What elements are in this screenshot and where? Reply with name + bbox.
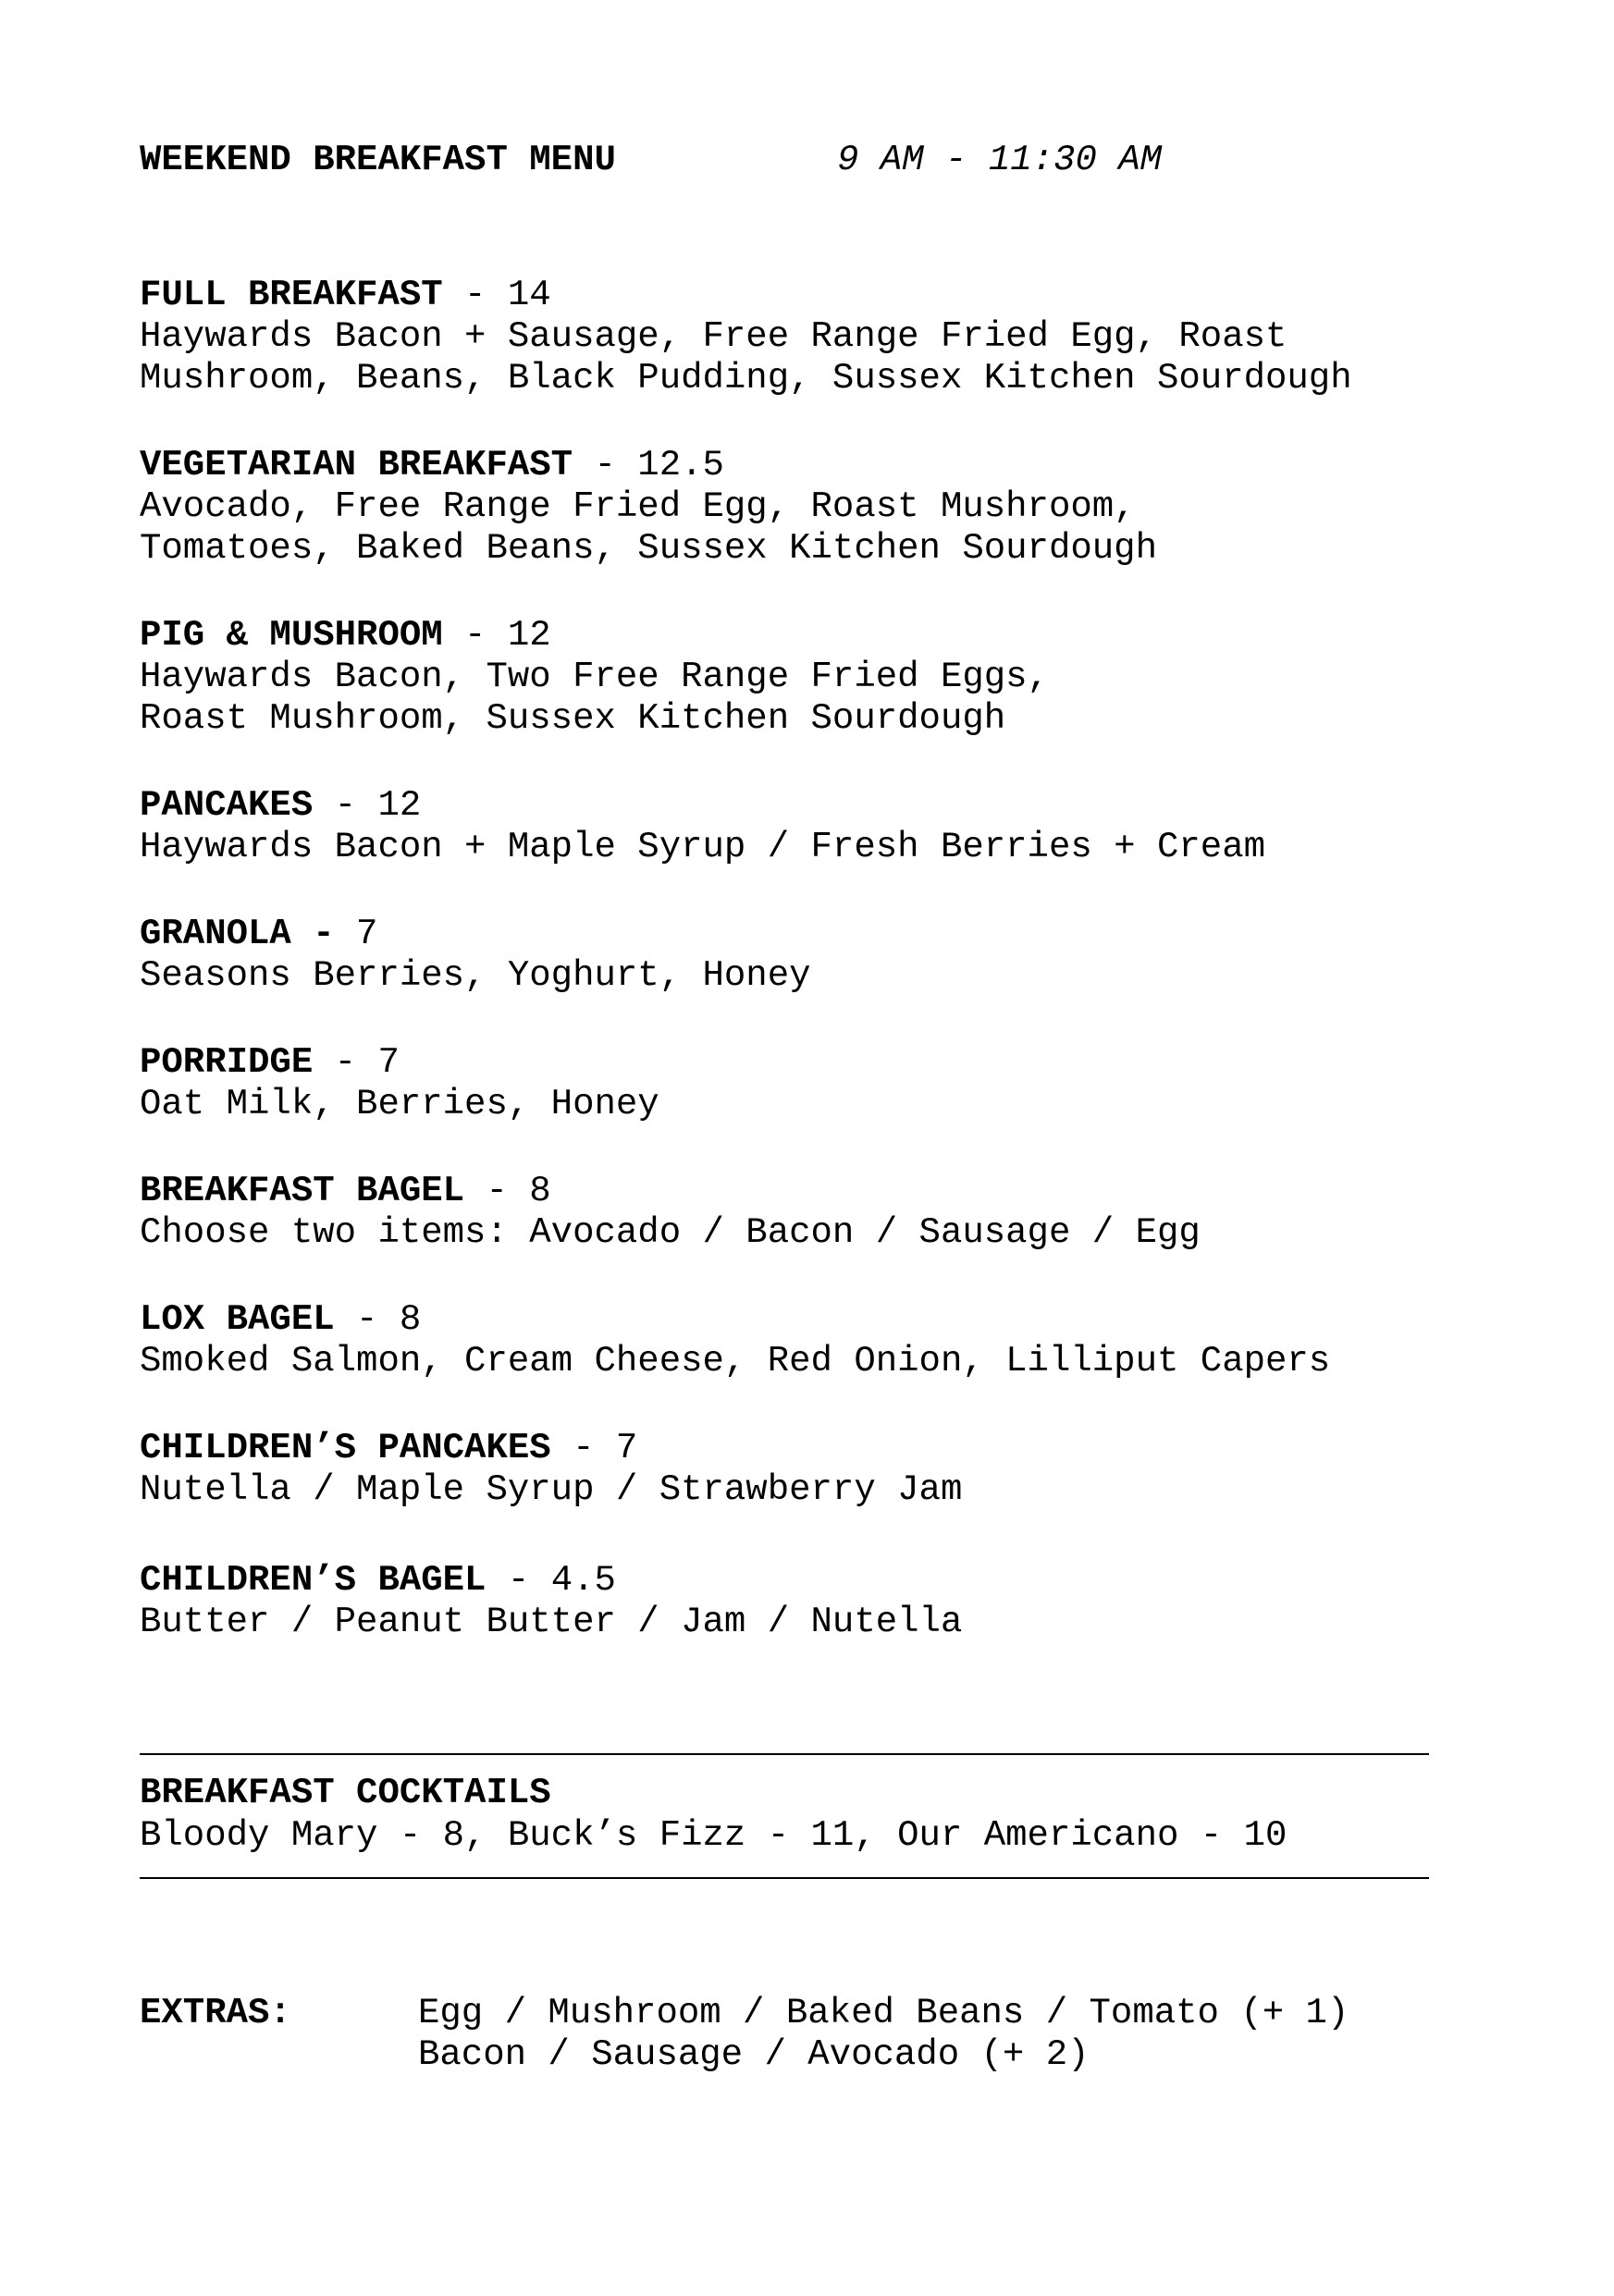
item-name: PORRIDGE — [140, 1042, 314, 1083]
item-separator: - — [486, 1560, 551, 1601]
item-description: Choose two items: Avocado / Bacon / Sausage / Egg — [140, 1212, 1201, 1253]
item-separator: - — [442, 615, 508, 656]
cocktails-list: Bloody Mary - 8, Buck’s Fizz - 11, Our Americano - 10 — [140, 1815, 1288, 1856]
item-name: GRANOLA - — [140, 914, 335, 954]
item-separator: - — [313, 1042, 378, 1083]
menu-item-heading — [140, 444, 724, 486]
item-price: 14 — [507, 275, 551, 315]
extras-line: Bacon / Sausage / Avocado (+ 2) — [418, 2034, 1090, 2075]
item-price: 4.5 — [550, 1560, 616, 1601]
menu-item-heading — [140, 1041, 400, 1084]
item-description: Roast Mushroom, Sussex Kitchen Sourdough — [140, 698, 1006, 739]
item-separator: - — [573, 445, 638, 485]
extras-line: Egg / Mushroom / Baked Beans / Tomato (+ 1) — [418, 1993, 1349, 2033]
menu-title: WEEKEND BREAKFAST MENU — [140, 140, 616, 180]
item-description: Butter / Peanut Butter / Jam / Nutella — [140, 1602, 963, 1642]
item-description: Oat Milk, Berries, Honey — [140, 1084, 659, 1124]
item-name: CHILDREN’S BAGEL — [140, 1560, 487, 1601]
menu-item-heading — [140, 1559, 616, 1602]
item-name: FULL BREAKFAST — [140, 275, 443, 315]
menu-hours: 9 AM - 11:30 AM — [837, 140, 1163, 180]
item-price: 12 — [507, 615, 551, 656]
extras-label: EXTRAS: — [140, 1993, 291, 2033]
item-price: 12.5 — [637, 445, 724, 485]
item-description: Haywards Bacon, Two Free Range Fried Eggs, — [140, 657, 1049, 697]
menu-item-heading — [140, 913, 377, 955]
item-price: 8 — [399, 1299, 422, 1340]
item-price: 12 — [377, 785, 422, 826]
item-separator: - — [464, 1171, 530, 1211]
item-price: 7 — [356, 914, 378, 954]
item-price: 7 — [377, 1042, 400, 1083]
item-description: Nutella / Maple Syrup / Strawberry Jam — [140, 1469, 963, 1510]
item-name: LOX BAGEL — [140, 1299, 335, 1340]
item-name: PIG & MUSHROOM — [140, 615, 443, 656]
item-name: BREAKFAST BAGEL — [140, 1171, 465, 1211]
item-separator: - — [313, 785, 378, 826]
menu-item-heading — [140, 614, 551, 657]
item-separator: - — [442, 275, 508, 315]
item-separator — [335, 914, 356, 954]
item-description: Tomatoes, Baked Beans, Sussex Kitchen Sourdough — [140, 528, 1157, 569]
item-separator: - — [550, 1428, 616, 1468]
menu-item-heading — [140, 1427, 637, 1469]
item-name: CHILDREN’S PANCAKES — [140, 1428, 551, 1468]
divider-top — [140, 1753, 1429, 1755]
divider-bottom — [140, 1877, 1429, 1879]
menu-item-heading — [140, 1298, 421, 1341]
item-description: Avocado, Free Range Fried Egg, Roast Mushroom, — [140, 486, 1136, 527]
menu-item-heading — [140, 784, 421, 827]
item-description: Smoked Salmon, Cream Cheese, Red Onion, Lilliput Capers — [140, 1341, 1331, 1381]
item-name: VEGETARIAN BREAKFAST — [140, 445, 573, 485]
item-price: 7 — [615, 1428, 638, 1468]
item-price: 8 — [529, 1171, 551, 1211]
item-description: Haywards Bacon + Maple Syrup / Fresh Berries + Cream — [140, 827, 1265, 867]
item-name: PANCAKES — [140, 785, 314, 826]
item-description: Mushroom, Beans, Black Pudding, Sussex Kitchen Sourdough — [140, 358, 1352, 399]
menu-item-heading — [140, 274, 551, 316]
item-separator: - — [334, 1299, 400, 1340]
cocktails-title: BREAKFAST COCKTAILS — [140, 1773, 551, 1813]
item-description: Haywards Bacon + Sausage, Free Range Fried Egg, Roast — [140, 316, 1288, 357]
item-description: Seasons Berries, Yoghurt, Honey — [140, 955, 811, 996]
menu-item-heading — [140, 1170, 551, 1212]
